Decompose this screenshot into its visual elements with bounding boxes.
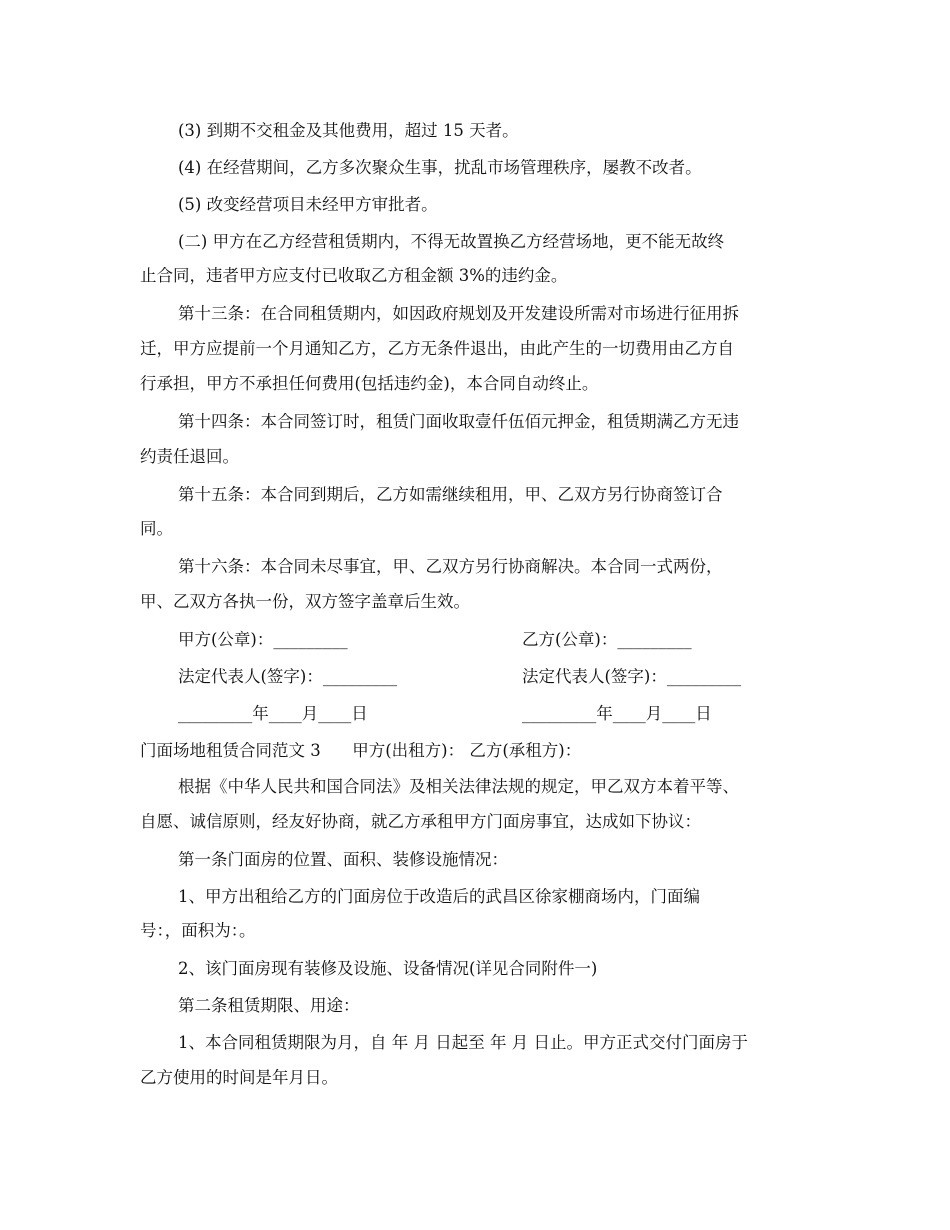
article-1-item-1-line-2: 号：，面积为：。	[140, 921, 256, 940]
clause-two-line-2: 止合同，违者甲方应支付已收取乙方租金额 3%的违约金。	[140, 266, 568, 285]
article-1-title: 第一条门面房的位置、面积、装修设施情况：	[178, 850, 508, 869]
clause-two-line-1: (二) 甲方在乙方经营租赁期内，不得无故置换乙方经营场地，更不能无故终	[178, 232, 725, 251]
article-13-line-1: 第十三条：在合同租赁期内，如因政府规划及开发建设所需对市场进行征用拆	[178, 304, 739, 323]
party-a-representative: 法定代表人(签字)：_________	[178, 667, 398, 686]
clause-item-3: (3) 到期不交租金及其他费用，超过 15 天者。	[178, 121, 519, 140]
article-15-line-2: 同。	[140, 519, 173, 538]
clause-item-4: (4) 在经营期间，乙方多次聚众生事，扰乱市场管理秩序，屡教不改者。	[178, 158, 702, 177]
article-14-line-1: 第十四条：本合同签订时，租赁门面收取壹仟伍佰元押金，租赁期满乙方无违	[178, 412, 739, 431]
preamble-line-2: 自愿、诚信原则，经友好协商，就乙方承租甲方门面房事宜，达成如下协议：	[140, 812, 701, 831]
article-13-line-3: 行承担，甲方不承担任何费用(包括违约金)，本合同自动终止。	[140, 374, 599, 393]
party-a-date: _________年____月____日	[178, 704, 368, 723]
party-a-seal: 甲方(公章)：_________	[178, 630, 348, 649]
article-2-title: 第二条租赁期限、用途：	[178, 996, 360, 1015]
article-1-item-2: 2、该门面房现有装修及设施、设备情况(详见合同附件一)	[178, 959, 598, 978]
article-2-item-1-line-2: 乙方使用的时间是年月日。	[140, 1068, 338, 1087]
article-16-line-2: 甲、乙双方各执一份，双方签字盖章后生效。	[140, 592, 470, 611]
party-b-date: _________年____月____日	[522, 704, 712, 723]
party-b-representative: 法定代表人(签字)：_________	[522, 667, 742, 686]
article-15-line-1: 第十五条：本合同到期后，乙方如需继续租用，甲、乙双方另行协商签订合	[178, 485, 723, 504]
preamble-line-1: 根据《中华人民共和国合同法》及相关法律法规的规定，甲乙双方本着平等、	[178, 777, 739, 796]
section-heading: 门面场地租赁合同范文 3 甲方(出租方)： 乙方(承租方)：	[140, 741, 582, 760]
article-13-line-2: 迁，甲方应提前一个月通知乙方，乙方无条件退出，由此产生的一切费用由乙方自	[140, 339, 734, 358]
article-16-line-1: 第十六条：本合同未尽事宜，甲、乙双方另行协商解决。本合同一式两份，	[178, 557, 723, 576]
article-1-item-1-line-1: 1、甲方出租给乙方的门面房位于改造后的武昌区徐家棚商场内，门面编	[178, 887, 700, 906]
article-2-item-1-line-1: 1、本合同租赁期限为月，自 年 月 日起至 年 月 日止。甲方正式交付门面房于	[178, 1033, 748, 1052]
article-14-line-2: 约责任退回。	[140, 447, 239, 466]
party-b-seal: 乙方(公章)：_________	[522, 630, 692, 649]
clause-item-5: (5) 改变经营项目未经甲方审批者。	[178, 195, 438, 214]
